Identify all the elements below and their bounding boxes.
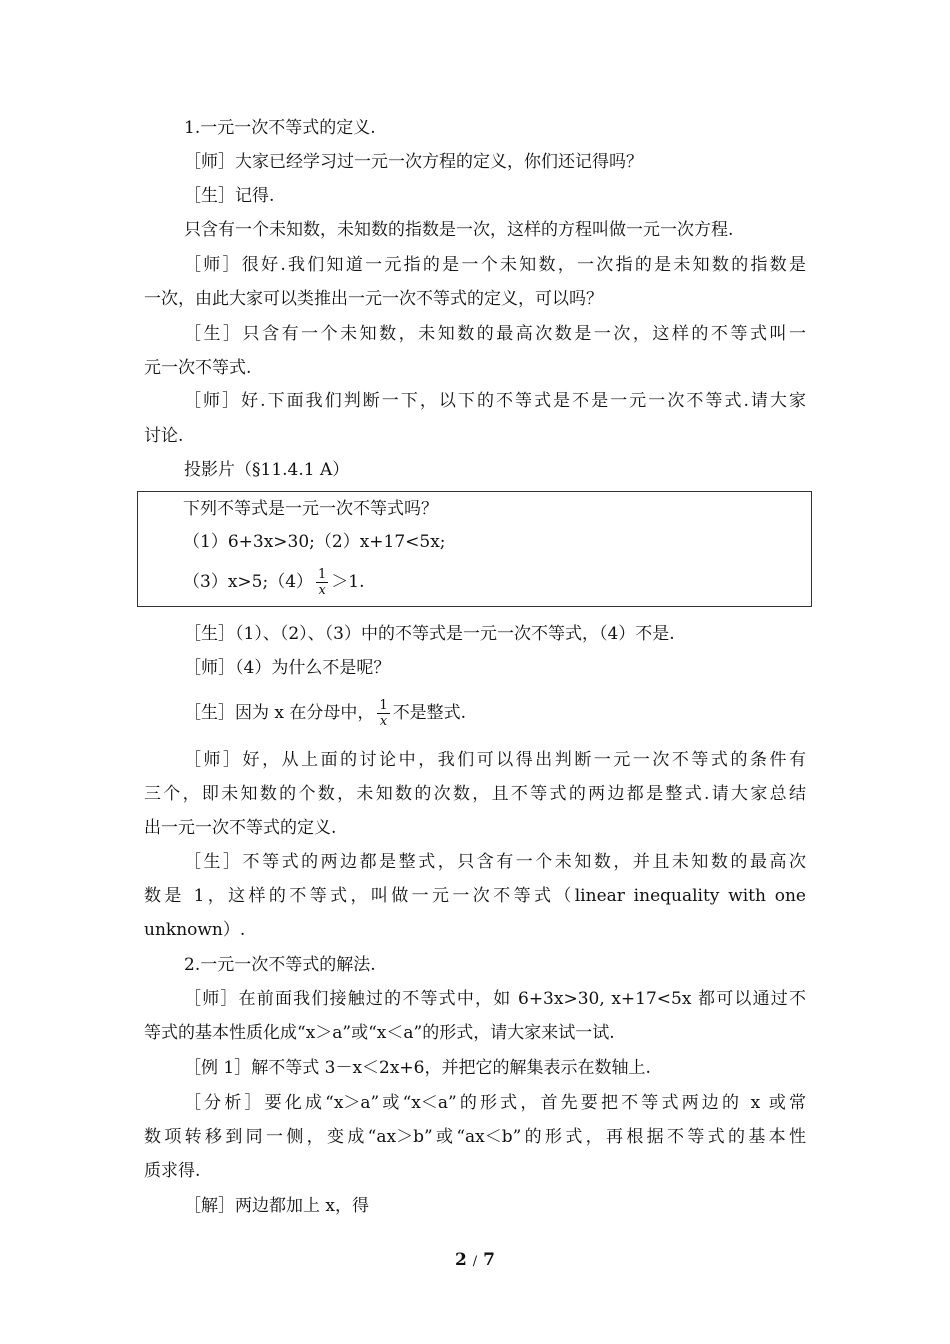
- solution-start: ［解］两边都加上 x，得: [184, 1196, 369, 1216]
- paragraph: 出一元一次不等式的定义.: [144, 818, 337, 838]
- page-current: 2: [455, 1250, 467, 1270]
- slide-question: 下列不等式是一元一次不等式吗？: [183, 499, 438, 519]
- paragraph: ［生］只含有一个未知数，未知数的最高次数是一次，这样的不等式叫一: [184, 324, 806, 344]
- fraction: [377, 698, 389, 729]
- section-heading-1: 1.一元一次不等式的定义.: [184, 118, 376, 138]
- paragraph: 一次，由此大家可以类推出一元一次不等式的定义，可以吗？: [144, 289, 603, 309]
- paragraph: ［生］不等式的两边都是整式，只含有一个未知数，并且未知数的最高次: [184, 852, 806, 872]
- paragraph: unknown）.: [144, 920, 246, 940]
- example-1: ［例 1］解不等式 3－x＜2x+6，并把它的解集表示在数轴上.: [184, 1058, 651, 1078]
- paragraph: ［生］（1）、（2）、（3）中的不等式是一元一次不等式，（4）不是.: [184, 624, 675, 644]
- fraction-denominator: x: [379, 714, 388, 729]
- slide-box: [137, 491, 812, 607]
- paragraph: 三个，即未知数的个数，未知数的次数，且不等式的两边都是整式.请大家总结: [144, 784, 806, 804]
- paragraph-text: ［生］因为 x 在分母中，: [184, 703, 375, 723]
- paragraph: 讨论.: [144, 426, 184, 446]
- fraction-denominator: x: [318, 583, 326, 598]
- slide-items-1-2: （1）6+3x>30;（2）x+17<5x;: [183, 532, 446, 552]
- slide-item-3: （3）x>5;（4）: [183, 572, 314, 592]
- paragraph: ［分析］要化成“x＞a”或“x＜a”的形式，首先要把不等式两边的 x 或常: [184, 1093, 806, 1113]
- paragraph: 数是 1，这样的不等式，叫做一元一次不等式（linear inequality with one: [144, 886, 806, 906]
- paragraph: ［师］（4）为什么不是呢？: [184, 658, 391, 678]
- page-total: 7: [483, 1250, 495, 1270]
- slide-item-4-rest: ＞1.: [331, 572, 365, 592]
- paragraph-with-fraction: [184, 693, 806, 733]
- fraction: [316, 567, 328, 598]
- paragraph: ［生］记得.: [184, 186, 275, 206]
- paragraph: ［师］在前面我们接触过的不等式中，如 6+3x>30, x+17<5x 都可以通过不: [184, 989, 806, 1009]
- paragraph: 元一次不等式.: [144, 358, 252, 378]
- paragraph: ［师］好，从上面的讨论中，我们可以得出判断一元一次不等式的条件有: [184, 750, 806, 770]
- paragraph: ［师］好.下面我们判断一下，以下的不等式是不是一元一次不等式.请大家: [184, 391, 806, 411]
- paragraph: ［师］很好.我们知道一元指的是一个未知数，一次指的是未知数的指数是: [184, 255, 806, 275]
- paragraph-text: 不是整式.: [392, 703, 467, 723]
- paragraph: 质求得.: [144, 1161, 201, 1181]
- slide-items-3-4: [183, 562, 783, 602]
- page-number: [0, 1250, 950, 1270]
- paragraph: 只含有一个未知数，未知数的指数是一次，这样的方程叫做一元一次方程.: [184, 220, 734, 240]
- slide-label: 投影片（§11.4.1 A）: [184, 460, 350, 480]
- fraction-numerator: 1: [379, 698, 388, 713]
- section-heading-2: 2.一元一次不等式的解法.: [184, 955, 376, 975]
- page-separator: /: [472, 1254, 478, 1269]
- paragraph: 数项转移到同一侧，变成“ax＞b”或“ax＜b”的形式，再根据不等式的基本性: [144, 1127, 806, 1147]
- paragraph: 等式的基本性质化成“x＞a”或“x＜a”的形式，请大家来试一试.: [144, 1023, 615, 1043]
- paragraph: ［师］大家已经学习过一元一次方程的定义，你们还记得吗？: [184, 152, 643, 172]
- fraction-numerator: 1: [318, 567, 327, 582]
